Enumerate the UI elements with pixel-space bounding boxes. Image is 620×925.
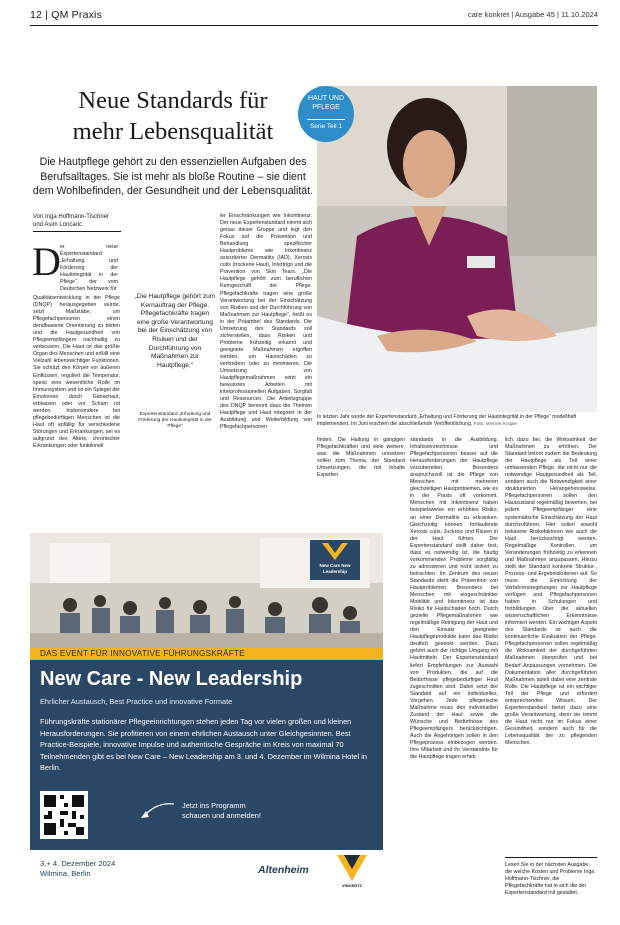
header-rule	[30, 25, 598, 26]
new-care-logo	[310, 540, 360, 580]
caption-text: In letzten Jahr wurde der Expertenstandard „Erhaltung und Förderung der Hautintegrität in der Pflege“ modellhaft implementiert. Im Juni erschien die abschließende Veröffentlichung.	[317, 414, 577, 427]
event-date	[40, 859, 115, 878]
badge-series: Serie Teil 1	[307, 119, 345, 131]
event-photo	[30, 533, 383, 648]
body-column-2: ler Einschränkungen wie Inkontinenz. Der neue Expertenstandard nimmt sich genau dieser Gruppe und legt den Fokus auf die Prävention und Behandlung spezifischer Hautprobleme wie Inkontinenz assoziierter Dermatitis (IAD), Xerosis cutis (trockene Haut), Intertrigo und die Prävention von Skin Tears. „Die Hautpflege gehört zum beruflichen Kerngeschäft der Pflege. Pflegefachkräfte tragen eine große Verantwortung bei der Einschätzung von Risiken und der Durchführung von Maßnahmen zur Hautpflege“, heißt es in der Präambel des Standards. Die Umsetzung des Standards soll sicherstellen, dass Risiken und Probleme frühzeitig erkannt und geeignete Maßnahmen ergriffen werden, um Hautschäden zu verhindern oder zu minimieren. Die Umsetzung von Hautpflegemaßnahmen setzt ein bewusstes Arbeiten mit interprofessionellen Aufgaben, Sorgfalt und Ressourcen. Die Arbeitsgruppe des DNQP benennt dass die Themen Hautpflege und Haut integriert in der Ausbildung und Weiterbildung von Pflegefachpersonen	[220, 213, 312, 431]
body-intro: er neue Expertenstandard „Erhaltung und Förderung der Hautintegrität in der Pflege“, der vom Deutschen Netzwerk für	[60, 244, 118, 293]
event-date-line: 3.+ 4. Dezember 2024	[40, 859, 116, 868]
cta-line-1: Jetzt ins Programm	[182, 801, 246, 810]
article-lead: Die Hautpflege gehört zu den essenziellen Aufgaben des Berufsalltages. Sie ist mehr als bloße Routine – sie dient dem Wohlbefinden, der Gesundheit und der Lebensqualität.	[32, 156, 314, 198]
ad-content-panel	[30, 660, 383, 850]
section-label: 12 | QM Praxis	[30, 9, 103, 21]
next-issue-note: Lesen Sie in der nächsten Ausgabe, die welche Kosten und Probleme Inga Hoffmann-Tischner, die Pflegefachkräfte hat in sich die der Expertenstandard mit gestaltet.	[505, 857, 597, 897]
photo-caption	[317, 414, 597, 428]
badge-line-2: PFLEGE	[312, 104, 340, 111]
pull-quote-source: Expertenstandard „Erhaltung und Förderung der Hautintegrität in der Pflege“	[138, 412, 212, 429]
ad-tagline-strip	[30, 648, 383, 660]
ad-call-to-action[interactable]	[182, 801, 261, 821]
drop-cap: D	[32, 239, 61, 284]
ad-tagline: DAS EVENT FÜR INNOVATIVE FÜHRUNGSKRÄFTE	[40, 649, 245, 658]
vincentz-logo-icon	[335, 851, 369, 887]
headline-line-2: mehr Lebensqualität	[72, 118, 274, 145]
pull-quote: „Die Hautpflege gehört zum Kernauftrag der Pflege. Pflegefachkräfte tragen eine große Verantwortung bei der Einschätzung von Risiken und der Durchführung von Maßnahmen zur Hautpflege.“	[134, 293, 216, 369]
article-photo	[317, 86, 597, 412]
body-column-4: standards in die Ausbildung, Inhaltsverzeichnisse und Pflegefachpersonen besser auf die Herausforderungen der Hautpflege vorzubereiten. Besonders anspruchsvoll ist die Pflege von Menschen mit mehreren gleichzeitigen Hautproblemen, wie es in der Praxis oft vorkommt. Menschen mit Inkontinenz haben beispielsweise ein erhöhtes Risiko, an einer Dermatitis zu erkranken. Gleichzeitig können fortlaufende Xerosis cutis, Juckreiz und Rissen in der Haut führen. Der Expertenstandard stellt daher fest, dass es notwendig ist, die häufig vorkommenden Probleme sorgfältig zu adressieren und nicht isoliert zu betrachten. Im Zentrum des neuen Standards steht die Prävention von Hautproblemen. Besonders bei Menschen mit eingeschränkter Mobilität und Inkontinenz ist das Risiko für Hautschäden hoch. Durch gezielte Pflegemaßnahmen wie regelmäßige Reinigung der Haut und den Einsatz geeigneter Hautpflegeprodukte kann das Risiko deutlich gesenkt werden. Dazu gehört auch der richtige Umgang mit Hautmitteln. Der Expertenstandard liefert Empfehlungen zur Auswahl von Produkten, die auf die Bedürfnisse pflegebedürftiger Haut zugeschnitten sind. Dabei setzt der Standard auf ein individuelles, Vorgehen. Jede pflegerische Maßnahme muss den individuellen Zustand der Haut sowie die Wünsche und Bedürfnisse des Pflegeempfängers berücksichtigen. Auch die Angehörigen sollen in den Pflegeprozess einbezogen werden. Ihre Mitarbeit und ihr Verständnis für die Hautpflege tragen erheb	[410, 437, 498, 761]
headline-line-1: Neue Standards für	[78, 87, 268, 114]
ad-title: New Care - New Leadership	[40, 668, 303, 690]
issue-info: care konkret | Ausgabe 45 | 11.10.2024	[467, 10, 598, 19]
photo-credit: Foto: Werner Krüper	[473, 422, 518, 427]
badge-line-1: HAUT UND	[307, 95, 345, 102]
altenheim-logo	[250, 859, 320, 883]
new-care-logo-mark	[310, 540, 360, 562]
qr-code-icon	[40, 791, 88, 839]
qr-code[interactable]	[40, 791, 88, 839]
ad-body: Führungskräfte stationärer Pflegeeinrichtungen stehen jeden Tag vor vielen großen und kleinen Herausforderungen. Sie profitieren von einem ehrlichen Austausch unter Gleichgesinnten. Best Practice-Beispiele, innovative Impulse und authentische Gespräche im Kreis von maximal 70 Teilnehmenden gibt es bei New Care – New Leadership am 3. und 4. Dezember im Wilmina Hotel in Berlin.	[40, 717, 367, 772]
series-badge	[298, 86, 354, 142]
event-advertisement[interactable]	[30, 533, 383, 898]
article-headline	[38, 85, 308, 147]
byline-line-1: Von Inga Hoffmann-Tischner	[33, 214, 110, 220]
ad-subtitle: Ehrlicher Austausch, Best Practice und innovative Formate	[40, 697, 233, 706]
arrow-icon	[138, 800, 176, 822]
body-column-5: lich dazu bei, die Wirksamkeit der Maßnahmen zu erhöhen. Der Standard betont zudem die Bedeutung der Hautpflege als Teil einer umfassenden Pflege, die nicht nur die notwendige Hautgesundheit als Teil, sondern auch die Notwendigkeit einer strukturierten Herangehensweise. Pflegefachpersonen sollen den Hautzustand regelmäßig bewerten, bei jedem Pflegeempfänger eine systematische Einschätzung der Haut durchzuführen. Hier sollen sowohl bekannte Risikofaktoren wie auch die Haut berücksichtigt werden. Regelmäßige Kontrollen, um Veränderungen frühzeitig zu erkennen und Maßnahmen anzupassen. Hierzu stellt der Standard konkrete Struktur-, Prozess- und Ergebniskriterien auf. So muss die Einrichtung der Verfahrensregelungen zur Hautpflege verfügen und Pflegefachpersonen haben in Schulungen und fortbildungen über die aktuellen wissenschaftlichen Erkenntnisse informiert werden. Ein wichtiger Aspekt des Standards ist auch die kontinuierliche Evaluation der Pflege. Pflegefachpersonen sollen regelmäßig die Wirksamkeit der durchgeführten Maßnahmen überprüfen und bei Bedarf Anpassungen vornehmen. Die Dokumentation aller durchgeführten Maßnahmen spielt dabei eine zentrale Rolle. Die Hautpflege ist ein wichtiger Teil der Pflege und erfordert entsprechendes Wissen. Der Expertenstandard bietet dazu eine große Verantwortung, denn sie nimmt die Haut nicht nur im Fokus einer Gesundheit, sondern auch für die Lebensqualität der zu pflegenden Menschen.	[505, 437, 597, 747]
new-care-logo-text: New Care New Leadership	[319, 563, 351, 574]
byline	[33, 213, 121, 232]
body-column-3: finden. Die Haltung in gängigen Pflegefachkräften und viele weitere, was die Maßnahmen umsetzen sollen zum Thema, der Standard Umsetzungen, die mit Inhalte Experten	[317, 437, 405, 479]
nurse-photo	[317, 86, 597, 412]
cta-line-2: schauen und anmelden!	[182, 811, 261, 820]
event-location: Wilmina, Berlin	[40, 868, 91, 878]
vincentz-label: VINCENTZ	[342, 883, 362, 888]
body-column-1: Qualitätsentwicklung in der Pflege (DNQP) herausgegeben wurde, setzt Maßstäbe, um Pflegefachpersonen einen dendbasierte Orientierung zu bieten und die Hautgesundheit von Pflegeempfängern nachhaltig zu verbessern. Die Haut ist das größte Organ des Menschen und erfüllt eine Vielzahl lebenswichtiger Funktionen. Sie schützt den Körper vor äußeren Einflüssen, reguliert die Temperatur, speist eine wesentliche Rolle im Immunsystem und ist ein Spiegel der Emotionen durch Gänsehaut, erblassen oder vor Scham rot werden. Insbesondere bei pflegebedürftigen Menschen ist die Haut oft anfällig für verschiedene Störungen und Erkrankungen, sei es aufgrund des Alters, chronischer Erkrankungen oder funktionell	[33, 295, 120, 449]
altenheim-logo-text: Altenheim	[258, 864, 309, 876]
byline-line-2: und Asim Loncaric	[33, 222, 83, 228]
